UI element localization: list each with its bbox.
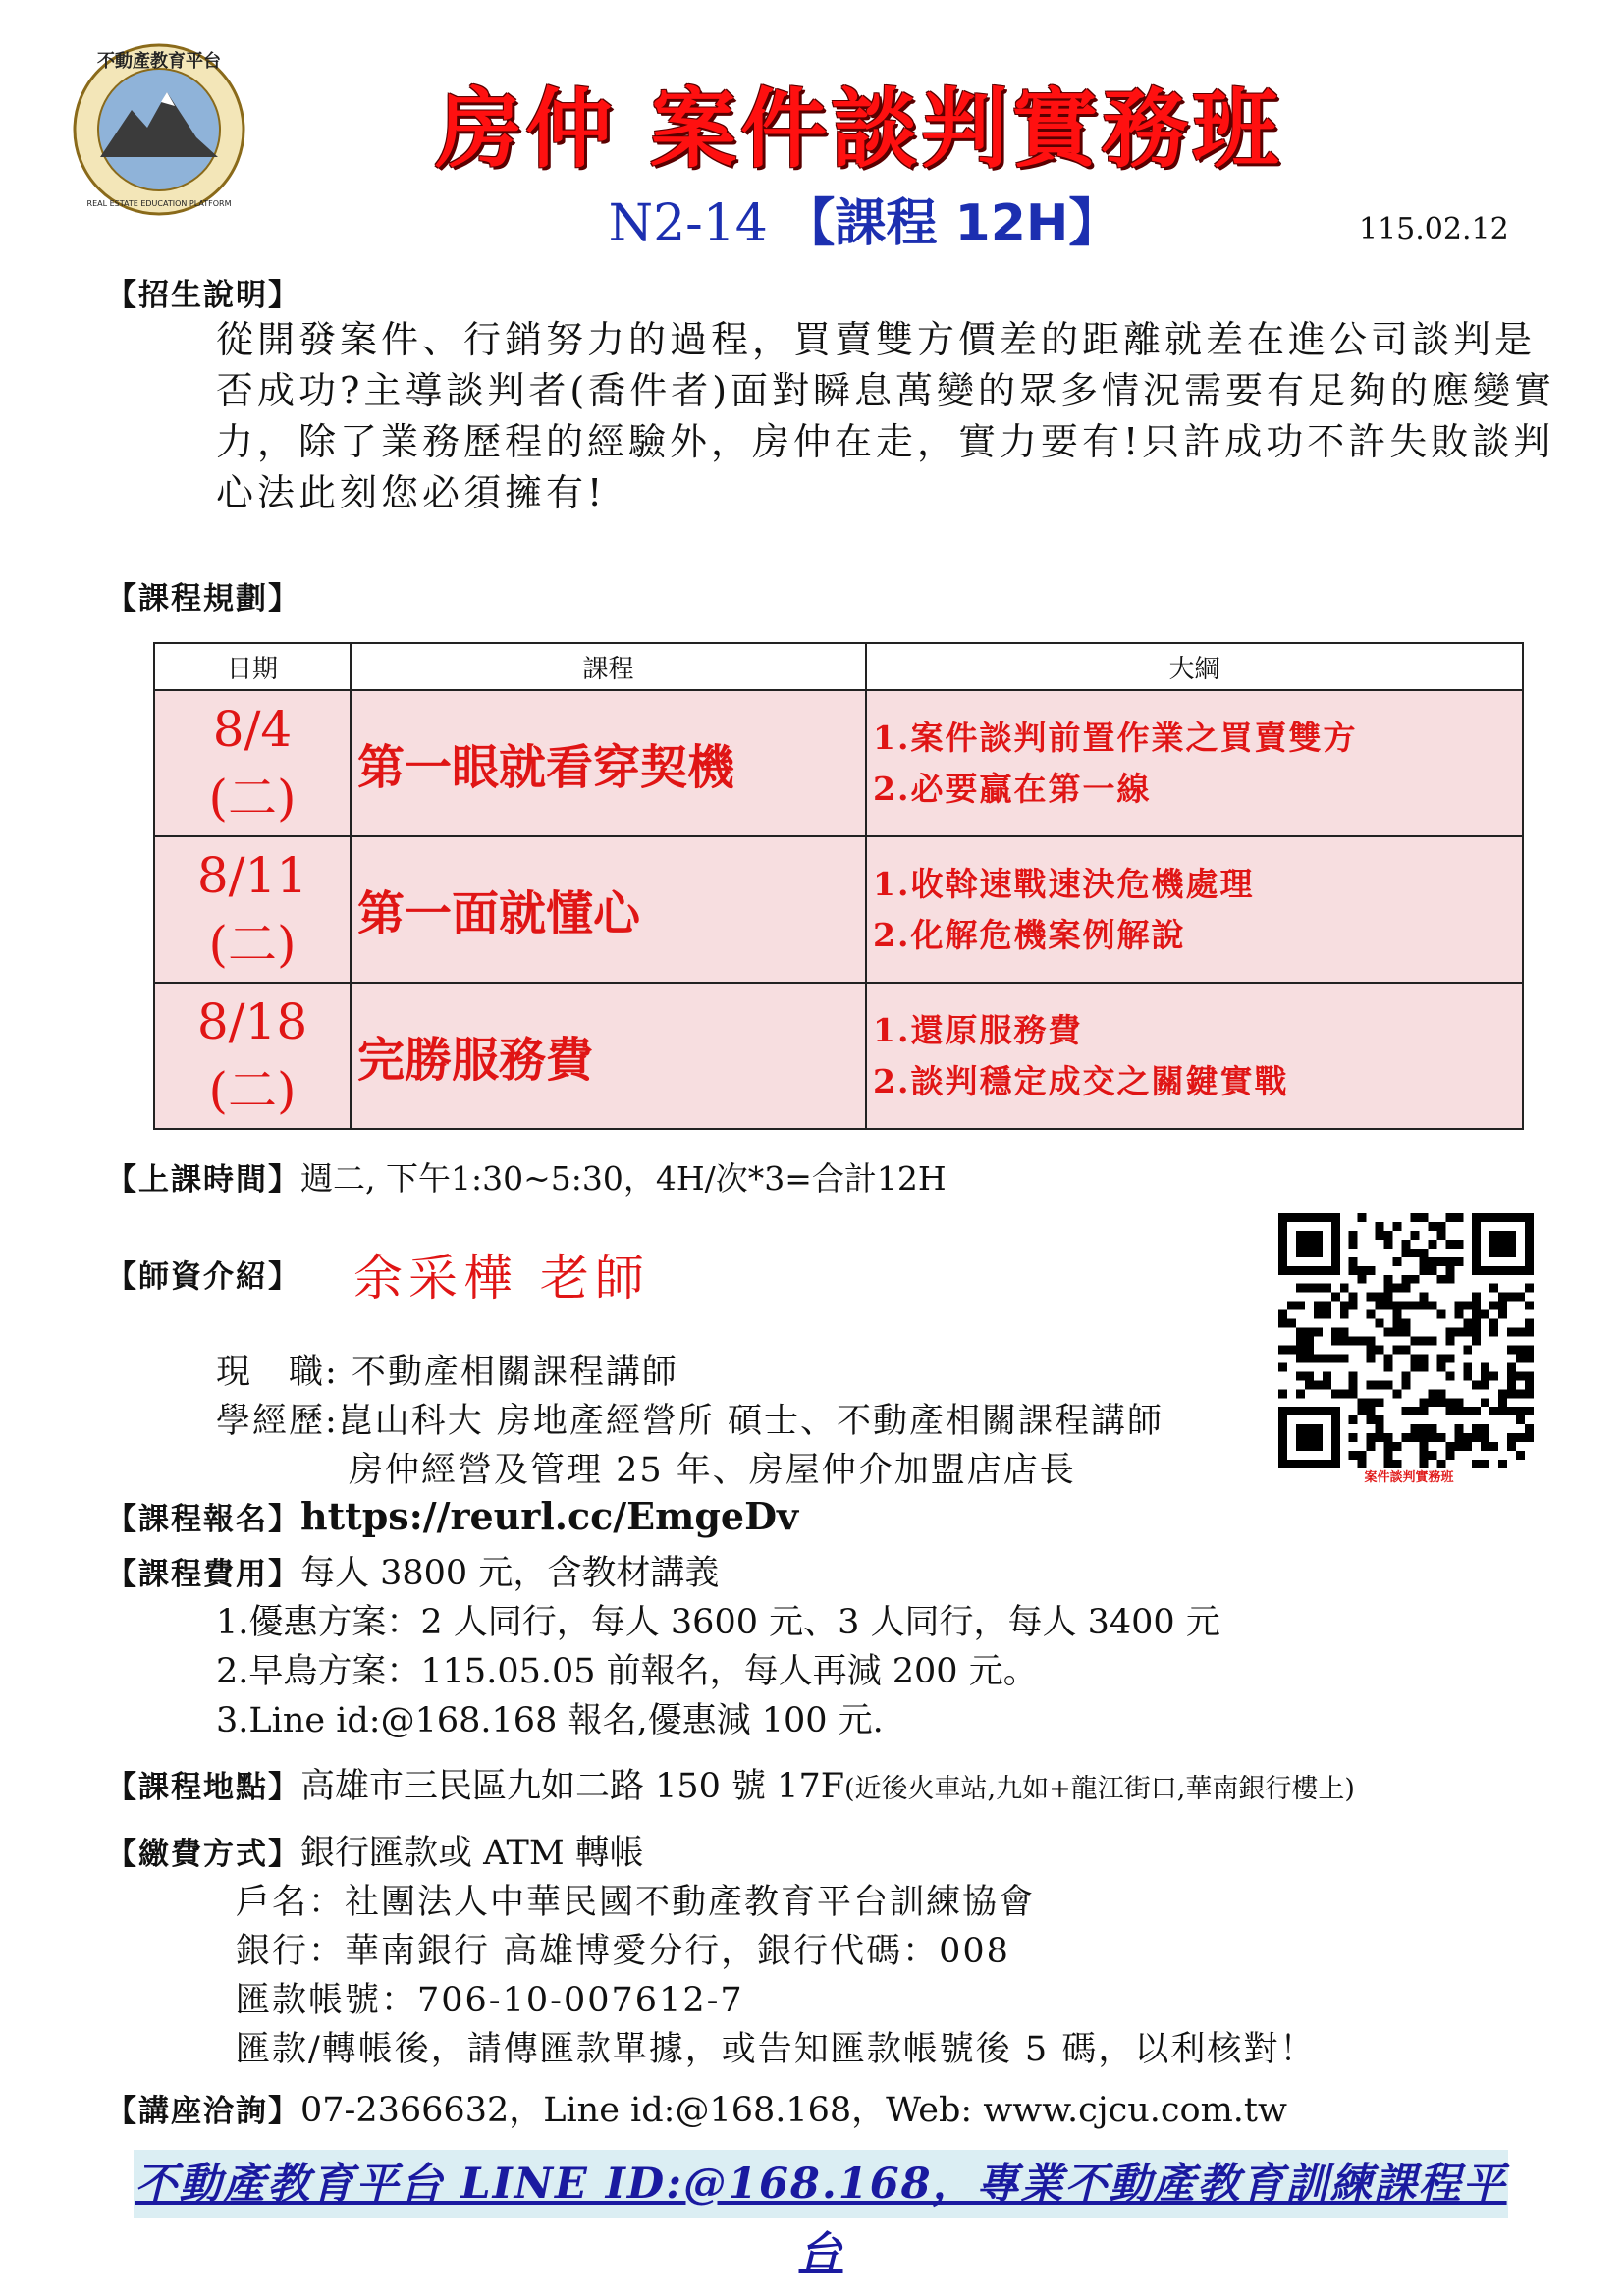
outline-item: 2.化解危機案例解說 <box>873 915 1186 954</box>
teacher-position: 現 職: 不動產相關課程講師 <box>216 1353 678 1392</box>
session-course: 完勝服務費 <box>351 983 866 1129</box>
logo <box>71 41 247 218</box>
outline-item: 1.還原服務費 <box>873 1010 1083 1049</box>
weekday-value: (二) <box>208 769 297 827</box>
location-text: 高雄市三民區九如二路 150 號 17F <box>300 1767 845 1806</box>
outline-item: 2.必要贏在第一線 <box>873 769 1152 808</box>
teacher-name: 余采樺 老師 <box>353 1250 650 1307</box>
course-code: N2-14 <box>608 194 768 253</box>
teacher-experience-2: 房仲經營及管理 25 年、房屋仲介加盟店店長 <box>349 1451 1076 1490</box>
session-date <box>154 836 351 983</box>
location-heading: 【 課程地點 】 <box>106 1770 300 1805</box>
session-outline <box>866 983 1523 1129</box>
date-value: 8/4 <box>212 700 293 758</box>
teacher-heading: 【 師資介紹 】 <box>106 1252 300 1296</box>
contact-text: 07-2366632，Line id:@168.168，Web: www.cjcu.com.tw <box>300 2091 1287 2130</box>
fee-text: 每人 3800 元，含教材講義 <box>300 1554 720 1593</box>
payment-heading: 【 繳費方式 】 <box>106 1837 300 1872</box>
footer-text: 不動產教育平台 LINE ID:@168.168，專業不動產教育訓練課程平台 <box>135 2160 1507 2277</box>
course-hours: 【課程 12H】 <box>784 194 1120 253</box>
session-date <box>154 690 351 836</box>
signup-line <box>106 1494 798 1538</box>
fee-item-earlybird: 2.早鳥方案：115.05.05 前報名，每人再減 200 元。 <box>216 1652 1038 1691</box>
schedule-table <box>153 642 1524 1130</box>
account-number: 匯款帳號：706-10-007612-7 <box>236 1981 744 2020</box>
weekday-value: (二) <box>208 915 297 973</box>
payment-notice: 匯款/轉帳後，請傳匯款單據，或告知匯款帳號後 5 碼，以利核對！ <box>236 2030 1317 2069</box>
table-row <box>154 983 1523 1129</box>
fee-item-discount: 1.優惠方案：2 人同行，每人 3600 元、3 人同行，每人 3400 元 <box>216 1603 1220 1642</box>
signup-heading: 【 課程報名 】 <box>106 1502 300 1537</box>
contact-line <box>106 2083 1287 2132</box>
logo-text: 不動產教育平台 <box>97 51 221 72</box>
intro-heading: 【 招生說明 】 <box>106 270 300 314</box>
session-date <box>154 983 351 1129</box>
payment-text: 銀行匯款或 ATM 轉帳 <box>300 1834 644 1873</box>
intro-text: 從開發案件、行銷努力的過程，買賣雙方價差的距離就差在進公司談判是否成功?主導談判者(喬件者)面對瞬息萬變的眾多情況需要有足夠的應變實力，除了業務歷程的經驗外，房仲在走，實力要有!只許成功不許失敗談判心法此刻您必須擁有! <box>216 318 1556 514</box>
table-row <box>154 690 1523 836</box>
plan-heading: 【 課程規劃 】 <box>106 573 300 617</box>
session-course: 第一面就懂心 <box>351 836 866 983</box>
document-date: 115.02.12 <box>1359 212 1509 246</box>
session-outline <box>866 690 1523 836</box>
location-note: (近後火車站,九如+龍江街口,華南銀行樓上) <box>844 1774 1355 1804</box>
class-time <box>106 1153 947 1200</box>
date-value: 8/18 <box>196 992 308 1050</box>
time-text: 週二, 下午1:30~5:30，4H/次*3=合計12H <box>300 1159 947 1198</box>
qr-caption: 案件談判實務班 <box>1364 1470 1454 1485</box>
fee-line <box>106 1546 719 1595</box>
column-header-date: 日期 <box>154 643 351 690</box>
date-value: 8/11 <box>196 846 308 904</box>
fee-heading: 【 課程費用 】 <box>106 1557 300 1592</box>
qr-code-image[interactable] <box>1278 1213 1534 1468</box>
location-line <box>106 1759 1355 1808</box>
fee-item-line: 3.Line id:@168.168 報名,優惠減 100 元. <box>216 1701 884 1740</box>
signup-link[interactable]: https://reurl.cc/EmgeDv <box>300 1494 799 1538</box>
bank-info: 銀行：華南銀行 高雄博愛分行，銀行代碼：008 <box>236 1932 1010 1971</box>
session-outline <box>866 836 1523 983</box>
session-course: 第一眼就看穿契機 <box>351 690 866 836</box>
column-header-outline: 大綱 <box>866 643 1523 690</box>
contact-heading: 【 講座洽詢 】 <box>106 2094 300 2129</box>
column-header-course: 課程 <box>351 643 866 690</box>
account-name: 戶名：社團法人中華民國不動產教育平台訓練協會 <box>236 1883 1036 1922</box>
course-subtitle <box>511 185 1218 263</box>
page-title: 房仲 案件談判實務班 <box>435 79 1283 180</box>
table-header-row <box>154 643 1523 690</box>
table-row <box>154 836 1523 983</box>
weekday-value: (二) <box>208 1061 297 1119</box>
outline-item: 1.案件談判前置作業之買賣雙方 <box>873 718 1358 757</box>
time-heading: 【 上課時間 】 <box>106 1162 300 1198</box>
outline-item: 2.談判穩定成交之關鍵實戰 <box>873 1061 1289 1100</box>
logo-subtext: REAL ESTATE EDUCATION PLATFORM <box>86 199 232 208</box>
outline-item: 1.收斡速戰速決危機處理 <box>873 864 1255 903</box>
payment-line <box>106 1826 644 1875</box>
teacher-experience: 學經歷:崑山科大 房地產經營所 碩士、不動產相關課程講師 <box>216 1402 1164 1441</box>
footer-banner <box>134 2150 1508 2277</box>
